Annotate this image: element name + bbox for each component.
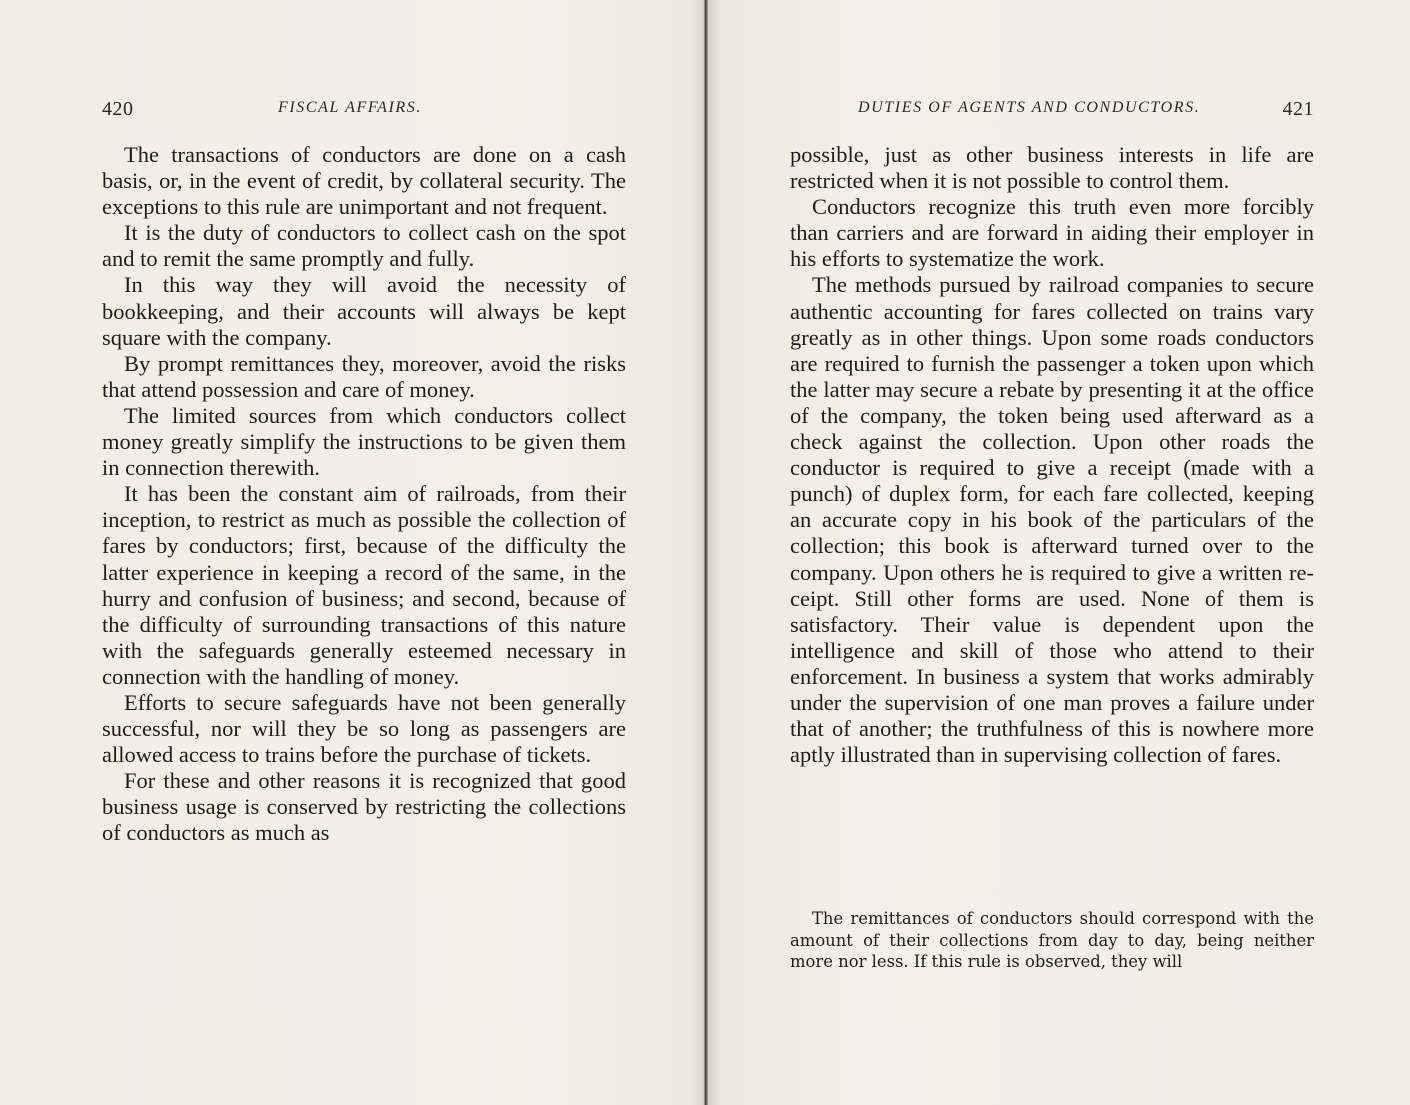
left-page: [0, 0, 704, 1105]
right-paragraph-2: The methods pursued by railroad companies to secure authentic accounting for fares collected on trains vary greatly as in other things. Upon some roads conductors are required to furnish the passenger a token upon which the latter may secure a rebate by presenting it at the office of the company, the token being used afterward as a check against the collection. Upon other roads the conductor is required to give a receipt (made with a punch) of duplex form, for each fare collected, keeping an accurate copy in his book of the particulars of the collection; this book is afterward turned over to the company. Upon others he is required to give a written receipt. Still other forms are used. None of them is satisfactory. Their value is dependent upon the intelligence and skill of those who attend to their enforcement. In business a system that works admirably under the supervision of one man proves a failure under that of another; the truthfulness of this is nowhere more aptly illustrated than in supervising collection of fares.: [790, 272, 1314, 768]
left-paragraph-6: It has been the constant aim of railroads, from their inception, to restrict as much as possible the collection of fares by conductors; first, because of the difficulty the latter experience in keeping a record of the same, in the hurry and confusion of business; and second, because of the difficulty of surrounding transactions of this nature with the safeguards generally esteemed necessary in connection with the handling of money.: [102, 481, 626, 689]
left-paragraph-3: In this way they will avoid the necessity of bookkeeping, and their accounts will always be kept square with the company.: [102, 272, 626, 350]
right-running-head: [790, 98, 1314, 126]
right-body-text: [790, 142, 1314, 768]
right-note-text: The remittances of conductors should correspond with the amount of their collections from day to day, being neither more nor less. If this rule is observed, they will: [790, 909, 1314, 971]
right-paragraph-1: Conductors recognize this truth even more forcibly than carriers and are forward in aiding their employer in his efforts to systematize the work.: [790, 194, 1314, 272]
left-running-head: [102, 98, 626, 126]
right-small-print-note: [790, 908, 1314, 973]
right-page-number: 421: [1282, 98, 1314, 120]
left-paragraph-7: Efforts to secure safeguards have not been generally successful, nor will they be so long as passengers are allowed access to trains before the purchase of tickets.: [102, 689, 626, 768]
right-continuation-text: possible, just as other business interests in life are restricted when it is not possible to control them.: [790, 142, 1314, 194]
right-page: [706, 0, 1410, 1105]
left-paragraph-8: For these and other reasons it is recognized that good business usage is conserved by restricting the collections of conductors as much as: [102, 768, 626, 846]
right-running-title: DUTIES OF AGENTS AND CONDUCTORS.: [858, 99, 1201, 116]
left-paragraph-5: The limited sources from which conductors collect money greatly simplify the instructions to be given them in connection therewith.: [102, 402, 626, 481]
left-paragraph-1: The transactions of conductors are done on a cash basis, or, in the event of credit, by collateral security. The exceptions to this rule are unimportant and not frequent.: [102, 142, 626, 220]
left-paragraph-2: It is the duty of conductors to collect cash on the spot and to remit the same promptly and fully.: [102, 220, 626, 272]
left-paragraph-4: By prompt remittances they, moreover, avoid the risks that attend possession and care of money.: [102, 350, 626, 402]
left-page-number: 420: [102, 98, 134, 120]
left-body-text: [102, 142, 626, 847]
left-running-title: FISCAL AFFAIRS.: [278, 99, 422, 116]
